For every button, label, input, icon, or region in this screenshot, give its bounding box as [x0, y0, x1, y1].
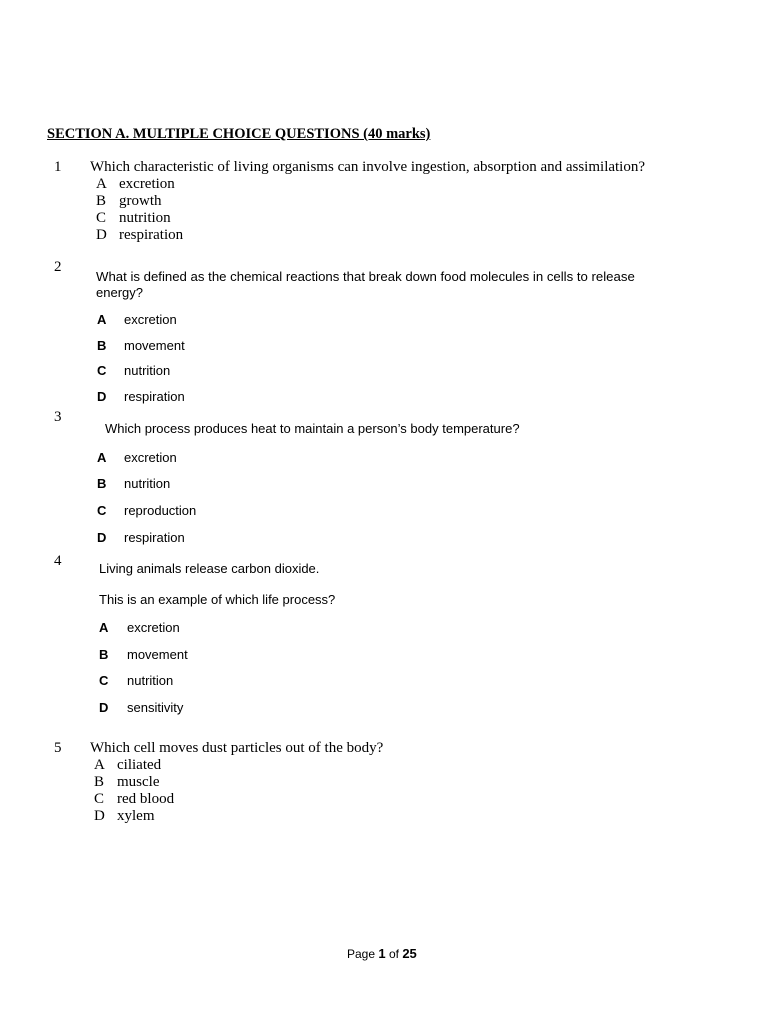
question-1-option-c: C nutrition: [96, 210, 171, 226]
question-2-option-b-text: movement: [124, 338, 185, 353]
of-label: of: [388, 947, 399, 961]
question-2-number: 2: [54, 259, 62, 275]
question-2-option-a-letter: A: [97, 312, 107, 327]
question-5-option-b: B muscle: [94, 774, 160, 790]
total-pages: 25: [402, 946, 417, 961]
question-4-option-b-letter: B: [99, 647, 109, 662]
question-4-option-b-text: movement: [127, 647, 188, 662]
question-3-option-c-letter: C: [97, 503, 107, 518]
question-4-number: 4: [54, 553, 62, 569]
question-4-option-a-text: excretion: [127, 620, 180, 635]
question-1-option-d: D respiration: [96, 227, 184, 243]
question-5-number: 5: [54, 740, 62, 756]
question-2-text-line1: What is defined as the chemical reactions that break down food molecules in cells to release: [96, 269, 635, 284]
question-4-option-d-text: sensitivity: [127, 700, 184, 715]
question-3-option-d-text: respiration: [124, 530, 185, 545]
question-3-option-b-text: nutrition: [124, 476, 171, 491]
question-3-option-b-letter: B: [97, 476, 107, 491]
question-3-option-a-letter: A: [97, 450, 107, 465]
question-5-text: Which cell moves dust particles out of the body?: [90, 740, 384, 756]
question-5-option-c: C red blood: [94, 791, 175, 807]
question-5-option-a: A ciliated: [94, 757, 162, 773]
question-2-option-c-text: nutrition: [124, 363, 171, 378]
question-3-option-a-text: excretion: [124, 450, 177, 465]
question-1-number: 1: [54, 159, 62, 175]
question-3-option-c-text: reproduction: [124, 503, 197, 518]
question-4-option-c-text: nutrition: [127, 673, 174, 688]
question-3-option-d-letter: D: [97, 530, 107, 545]
question-2-option-d-letter: D: [97, 389, 107, 404]
question-4-option-c-letter: C: [99, 673, 109, 688]
question-2-option-c-letter: C: [97, 363, 107, 378]
question-2-option-d-text: respiration: [124, 389, 185, 404]
page-number-footer: [347, 946, 417, 961]
section-heading: SECTION A. MULTIPLE CHOICE QUESTIONS (40 marks): [47, 126, 431, 142]
current-page: 1: [378, 946, 386, 961]
question-4-option-d-letter: D: [99, 700, 109, 715]
page-label: Page: [347, 947, 376, 961]
question-1-option-a: A excretion: [96, 176, 175, 192]
question-1-text: Which characteristic of living organisms can involve ingestion, absorption and assimilation?: [90, 159, 646, 175]
question-2-text-line2: energy?: [96, 285, 143, 300]
question-2-option-b-letter: B: [97, 338, 107, 353]
question-4-text-line1: Living animals release carbon dioxide.: [99, 561, 320, 576]
question-4-text-line2: This is an example of which life process?: [99, 592, 336, 607]
question-2-option-a-text: excretion: [124, 312, 177, 327]
question-3-text: Which process produces heat to maintain a person’s body temperature?: [105, 421, 520, 436]
question-5-option-d: D xylem: [94, 808, 155, 824]
question-1-option-b: B growth: [96, 193, 162, 209]
question-3-number: 3: [54, 409, 62, 425]
question-4-option-a-letter: A: [99, 620, 109, 635]
